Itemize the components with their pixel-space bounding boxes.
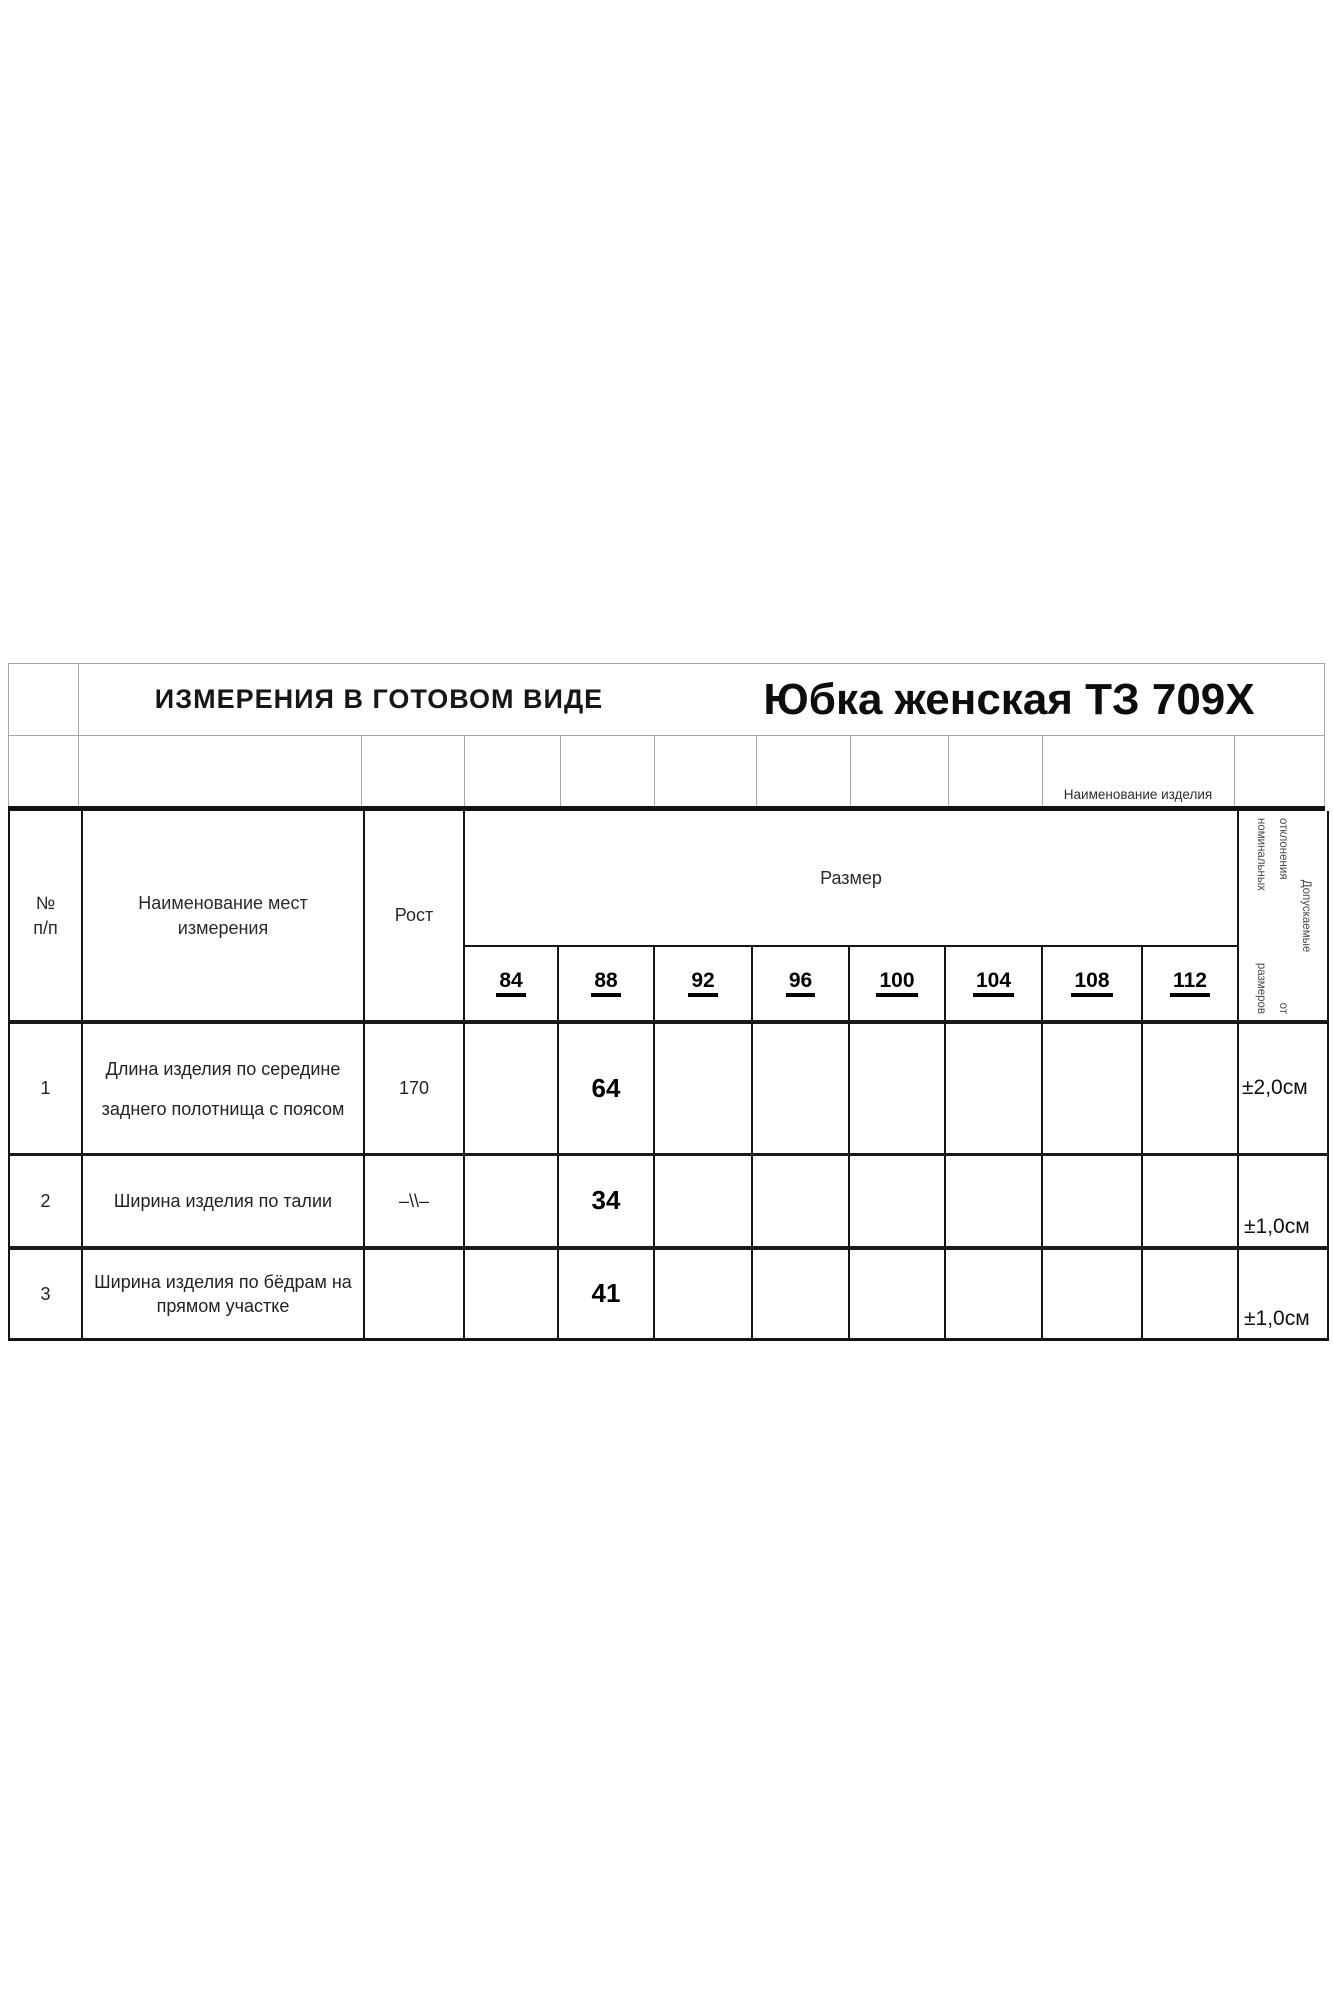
size-label: 108 xyxy=(1071,970,1112,997)
size-label: 100 xyxy=(876,970,917,997)
value-cell xyxy=(850,1020,946,1153)
value-cell xyxy=(753,1246,850,1338)
size-header-88 xyxy=(559,945,655,1020)
size-header-112 xyxy=(1143,945,1239,1020)
tolerance-word: номинальных xyxy=(1254,817,1267,891)
value-cell: 34 xyxy=(559,1153,655,1246)
size-header-104 xyxy=(946,945,1043,1020)
col-header-size: Размер xyxy=(465,811,1239,945)
title-row xyxy=(8,663,1325,736)
value-cell xyxy=(946,1153,1043,1246)
size-label: 96 xyxy=(786,970,815,997)
value-cell xyxy=(465,1246,559,1338)
divider xyxy=(756,736,757,806)
tolerance-value: ±1,0см xyxy=(1239,1246,1327,1338)
row-num: 2 xyxy=(10,1153,83,1246)
col-header-name: Наименование мест измерения xyxy=(83,811,365,1020)
row-name: Ширина изделия по бёдрам на прямом участке xyxy=(83,1246,365,1338)
col-header-num-line2: п/п xyxy=(33,917,58,938)
divider xyxy=(361,736,362,806)
size-label: 84 xyxy=(496,970,525,997)
row-num: 3 xyxy=(10,1246,83,1338)
value-cell xyxy=(465,1020,559,1153)
row-height: –\\– xyxy=(365,1153,465,1246)
value-cell xyxy=(1043,1020,1143,1153)
divider xyxy=(78,736,79,806)
value-cell xyxy=(850,1246,946,1338)
value-cell xyxy=(946,1020,1043,1153)
col-header-num-line1: № xyxy=(35,893,56,914)
tolerance-word: размеров xyxy=(1254,962,1267,1014)
value-cell xyxy=(1143,1020,1239,1153)
divider xyxy=(1234,736,1235,806)
sheet-title: ИЗМЕРЕНИЯ В ГОТОВОМ ВИДЕ xyxy=(154,684,604,714)
measurement-table xyxy=(8,811,1329,1341)
tolerance-line3 xyxy=(1254,818,1267,1014)
size-header-96 xyxy=(753,945,850,1020)
divider xyxy=(850,736,851,806)
tolerance-value: ±2,0см xyxy=(1239,1020,1327,1153)
subtitle-row xyxy=(8,736,1325,806)
size-header-84 xyxy=(465,945,559,1020)
value-cell xyxy=(753,1020,850,1153)
col-header-tolerance xyxy=(1239,811,1327,1020)
divider xyxy=(948,736,949,806)
col-header-num xyxy=(10,811,83,1020)
row-name: Длина изделия по середине заднего полотнища с поясом xyxy=(83,1020,365,1153)
row-num: 1 xyxy=(10,1020,83,1153)
row-name: Ширина изделия по талии xyxy=(83,1153,365,1246)
tolerance-rotated-text xyxy=(1254,818,1312,1014)
size-label: 88 xyxy=(591,970,620,997)
divider xyxy=(78,664,79,735)
tolerance-line2 xyxy=(1277,818,1290,1014)
product-name-label: Наименование изделия xyxy=(1063,787,1213,802)
tolerance-word: от xyxy=(1277,1002,1290,1014)
value-cell xyxy=(655,1246,753,1338)
size-label: 112 xyxy=(1170,970,1210,997)
value-cell xyxy=(1143,1153,1239,1246)
tolerance-value: ±1,0см xyxy=(1239,1153,1327,1246)
col-header-height: Рост xyxy=(365,811,465,1020)
value-cell xyxy=(850,1153,946,1246)
value-cell xyxy=(465,1153,559,1246)
value-cell: 41 xyxy=(559,1246,655,1338)
divider xyxy=(464,736,465,806)
row-height xyxy=(365,1246,465,1338)
size-header-108 xyxy=(1043,945,1143,1020)
tolerance-line1: Допускаемые xyxy=(1300,879,1312,952)
value-cell xyxy=(1143,1246,1239,1338)
value-cell xyxy=(1043,1246,1143,1338)
divider xyxy=(654,736,655,806)
divider xyxy=(560,736,561,806)
value-cell xyxy=(753,1153,850,1246)
value-cell: 64 xyxy=(559,1020,655,1153)
size-header-92 xyxy=(655,945,753,1020)
size-label: 92 xyxy=(688,970,717,997)
tolerance-word: отклонения xyxy=(1277,817,1290,880)
size-header-100 xyxy=(850,945,946,1020)
value-cell xyxy=(946,1246,1043,1338)
product-title: Юбка женская ТЗ 709Х xyxy=(763,674,1255,724)
value-cell xyxy=(655,1153,753,1246)
value-cell xyxy=(655,1020,753,1153)
row-height: 170 xyxy=(365,1020,465,1153)
size-label: 104 xyxy=(973,970,1014,997)
value-cell xyxy=(1043,1153,1143,1246)
